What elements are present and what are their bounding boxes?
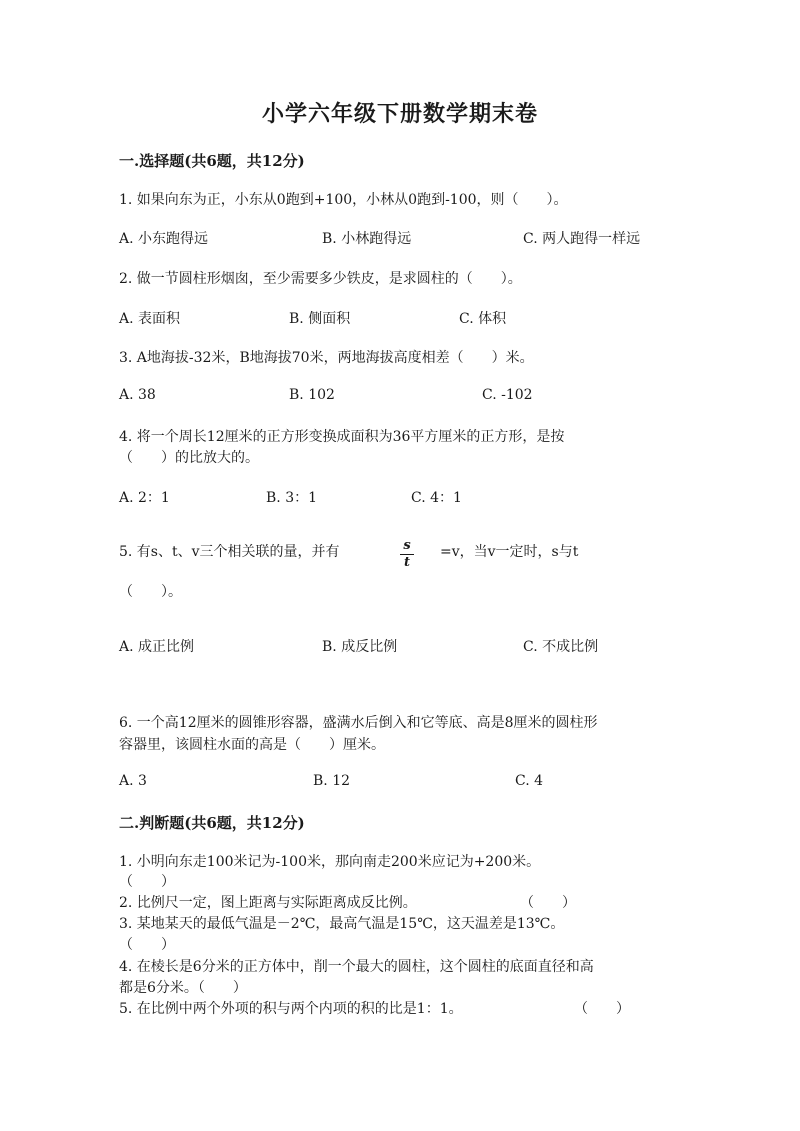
question-5-stem-part-2: =v，当v一定时，s与t xyxy=(440,544,579,560)
section-heading-choice: 一.选择题(共6题，共12分) xyxy=(119,152,305,170)
question-6-option-a: A. 3 xyxy=(119,773,147,789)
question-2-option-a: A. 表面积 xyxy=(119,311,181,327)
section-heading-judgment: 二.判断题(共6题，共12分) xyxy=(119,814,305,832)
question-4-option-c: C. 4：1 xyxy=(411,490,462,506)
question-2-option-c: C. 体积 xyxy=(459,311,507,327)
judgment-3-line-1: 3. 某地某天的最低气温是－2℃，最高气温是15℃，这天温差是13℃。 xyxy=(119,916,565,932)
judgment-2-answer-paren: （ ） xyxy=(520,895,576,911)
question-3-option-a: A. 38 xyxy=(119,387,156,403)
judgment-1-line-2: （ ） xyxy=(119,874,175,890)
question-6-stem-line-2: 容器里，该圆柱水面的高是（ ）厘米。 xyxy=(119,737,385,753)
question-1-option-a: A. 小东跑得远 xyxy=(119,231,209,247)
question-6-option-c: C. 4 xyxy=(515,773,544,789)
question-4-option-b: B. 3：1 xyxy=(266,490,318,506)
question-6-option-b: B. 12 xyxy=(313,773,351,789)
question-4-stem-line-1: 4. 将一个周长12厘米的正方形变换成面积为36平方厘米的正方形，是按 xyxy=(119,429,565,445)
fraction-denominator: t xyxy=(403,555,410,570)
judgment-4-line-2: 都是6分米。（ ） xyxy=(119,980,247,996)
question-5-option-a: A. 成正比例 xyxy=(119,639,195,655)
page-title: 小学六年级下册数学期末卷 xyxy=(261,101,538,127)
question-3-option-b: B. 102 xyxy=(289,387,335,403)
question-6-stem-line-1: 6. 一个高12厘米的圆锥形容器，盛满水后倒入和它等底、高是8厘米的圆柱形 xyxy=(119,715,598,731)
question-5-stem-line-2: （ ）。 xyxy=(119,584,182,600)
judgment-5-line-1: 5. 在比例中两个外项的积与两个内项的积的比是1：1。 xyxy=(119,1001,463,1017)
fraction-s-over-t xyxy=(400,539,414,570)
judgment-3-line-2: （ ） xyxy=(119,937,175,953)
question-4-stem-line-2: （ ）的比放大的。 xyxy=(119,450,259,466)
judgment-4-line-1: 4. 在棱长是6分米的正方体中，削一个最大的圆柱，这个圆柱的底面直径和高 xyxy=(119,959,594,975)
judgment-2-line-1: 2. 比例尺一定，图上距离与实际距离成反比例。 xyxy=(119,895,417,911)
question-5-option-c: C. 不成比例 xyxy=(523,639,599,655)
judgment-5-answer-paren: （ ） xyxy=(574,1001,630,1017)
judgment-1-line-1: 1. 小明向东走100米记为-100米，那向南走200米应记为+200米。 xyxy=(119,854,541,870)
question-2-option-b: B. 侧面积 xyxy=(289,311,351,327)
question-4-option-a: A. 2：1 xyxy=(119,490,170,506)
question-1-option-b: B. 小林跑得远 xyxy=(322,231,412,247)
question-3-stem: 3. A地海拔-32米，B地海拔70米，两地海拔高度相差（ ）米。 xyxy=(119,350,534,366)
fraction-numerator: s xyxy=(403,538,411,553)
question-1-option-c: C. 两人跑得一样远 xyxy=(523,231,641,247)
question-1-stem: 1. 如果向东为正，小东从0跑到+100，小林从0跑到-100，则（ ）。 xyxy=(119,192,568,208)
question-2-stem: 2. 做一节圆柱形烟囱，至少需要多少铁皮，是求圆柱的（ ）。 xyxy=(119,271,522,287)
question-5-option-b: B. 成反比例 xyxy=(322,639,398,655)
question-3-option-c: C. -102 xyxy=(482,387,533,403)
question-5-stem-part-1: 5. 有s、t、v三个相关联的量，并有 xyxy=(119,544,340,560)
